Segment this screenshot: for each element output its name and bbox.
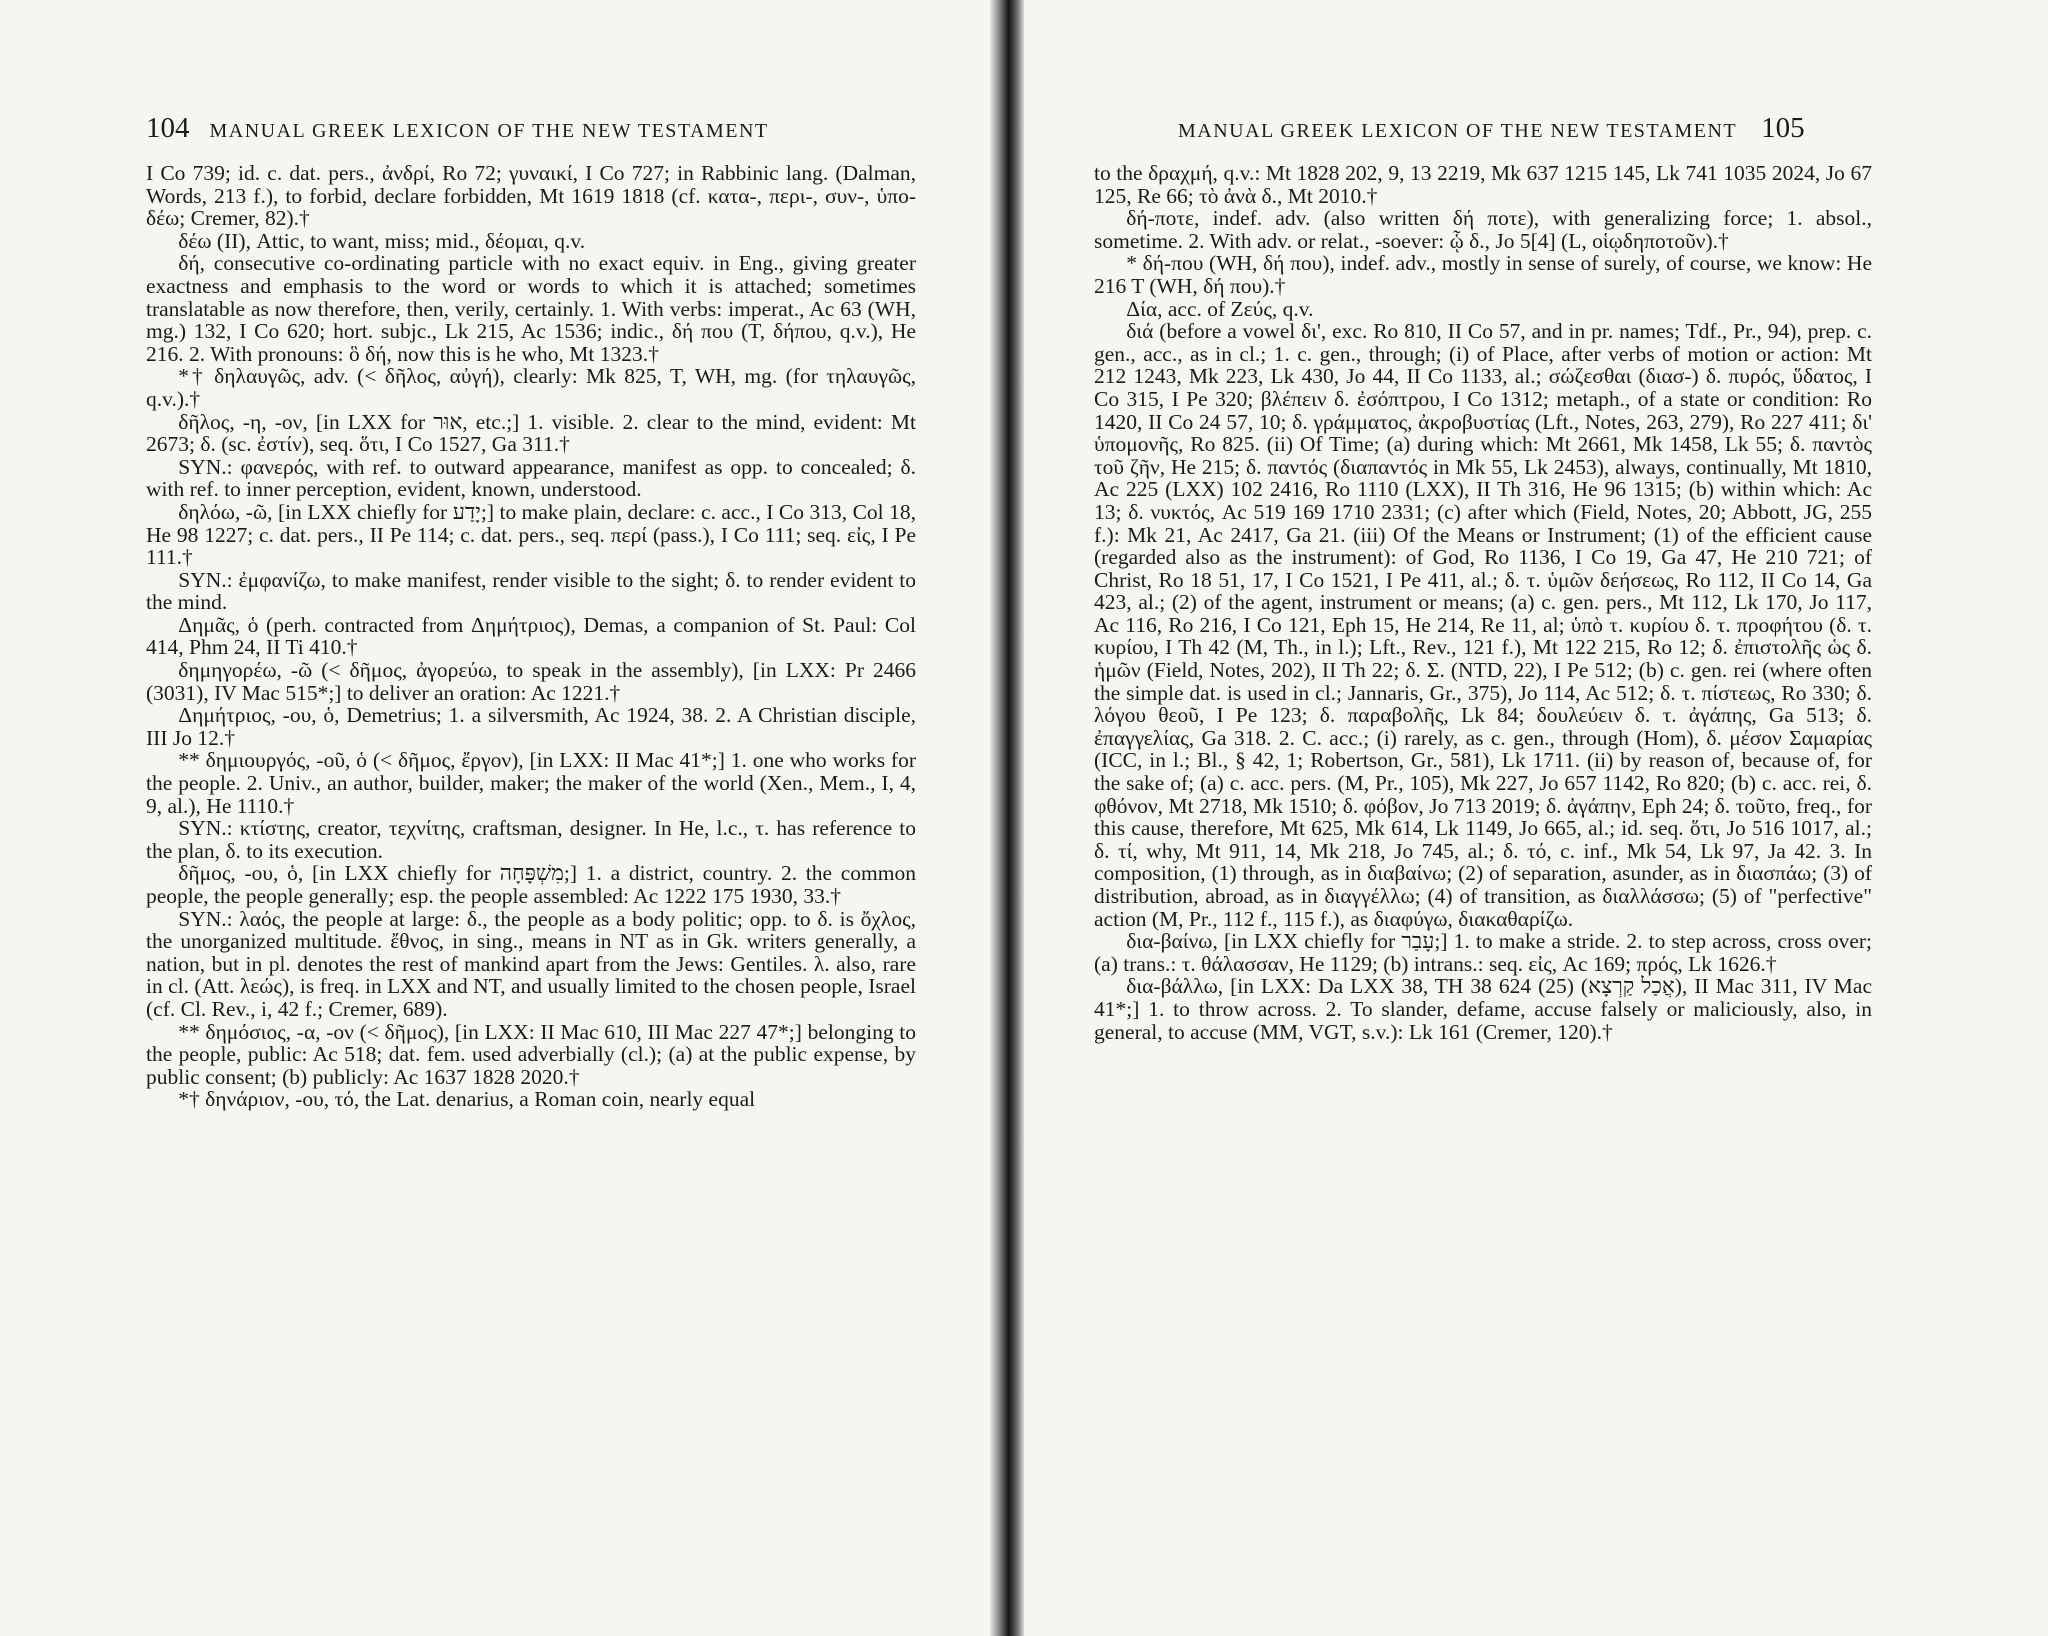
entry-paragraph: Δία, acc. of Ζεύς, q.v. — [1126, 296, 1314, 321]
entry-paragraph: διά (before a vowel δι', exc. Ro 810, II Co 57, and in pr. names; Tdf., Pr., 94), prep. c. gen., acc., as in cl.; 1. c. gen., through; (i) of Place, after verbs of motion or action: Mt 212 1243, Mk 223, Lk 430, Jo 44, II Co 1133, al.; σώζεσθαι (διασ-) δ. πυρός, ὕδατος, I Co 315, I Pe 320; βλέπειν δ. ἐσόπτρου, I Co 1312; metaph., of a state or condition: Ro 1420, II Co 24 57, 10; δ. γράμματος, ἀκροβυστίας (Lft., Notes, 263, 279), Ro 227 411; δι' ὑπομονῆς, Ro 825. (ii) Of Time; (a) during which: Mt 2661, Mk 1458, Lk 55; δ. παντὸς τοῦ ζῆν, He 215; δ. παντός (διαπαντός in Mk 55, Lk 2453), always, continually, Mt 1810, Ac 225 (LXX) 102 2416, Ro 1110 (LXX), II Th 316, He 96 1315; (b) within which: Ac 13; δ. νυκτός, Ac 519 169 1710 2331; (c) after which (Field, Notes, 20; Abbott, JG, 255 f.): Mk 21, Ac 2417, Ga 21. (iii) Of the Means or Instrument; (1) of the efficient cause (regarded also as the instrument): of God, Ro 1136, I Co 19, Ga 47, He 210 721; of Christ, Ro 18 51, 17, I Co 1521, I Pe 411, al.; δ. τ. ὑμῶν δεήσεως, Ro 112, II Co 14, Ga 423, al.; (2) of the agent, instrument or means; (a) c. gen. pers., Mt 112, Lk 170, Jo 117, Ac 116, Ro 216, I Co 121, Eph 15, He 214, Re 11, al; ὑπὸ τ. κυρίου δ. τ. προφήτου (δ. τ. κυρίου, I Th 42 (M, Th., in l.); Lft., Rev., 121 f.), Mt 122 215, Ro 12; δ. ἐπιστολῆς ὡς δ. ἡμῶν (Field, Notes, 202), II Th 22; δ. Σ. (NTD, 22), I Pe 512; (b) c. gen. rei (where often the simple dat. is used in cl.; Jannaris, Gr., 375), Jo 114, Ac 512; δ. τ. πίστεως, Ro 330; δ. λόγου θεοῦ, I Pe 123; δ. παραβολῆς, Lk 84; δουλεύειν δ. τ. ἀγάπης, Ga 513; δ. ἐπαγγελίας, Ga 318. 2. C. acc.; (i) rarely, as c. gen., through (Hom), δ. μέσον Σαμαρίας (ICC, in l.; Bl., § 42, 1; Robertson, Gr., 581), Lk 1711. (ii) by reason of, because of, for the sake of; (a) c. acc. pers. (M, Pr., 105), Mk 227, Jo 657 1142, Ro 820; (b) c. acc. rei, δ. φθόνον, Mt 2718, Mk 1510; δ. φόβον, Jo 713 2019; δ. ἀγάπην, Eph 24; δ. τοῦτο, freq., for this cause, therefore, Mt 625, Mk 614, Lk 1149, Jo 665, al.; id. seq. ὅτι, Jo 516 1017, al.; δ. τί, why, Mt 911, 14, Mk 218, Jo 745, al.; δ. τό, c. inf., Mk 54, Lk 97, Ja 42. 3. In composition, (1) through, as in διαβαίνω; (2) of separation, asunder, as in διασπάω; (3) of distribution, abroad, as in διαγγέλλω; (4) of transition, as διαλλάσσω; (5) of "perfective" action (M, Pr., 112 f., 115 f.), as διαφύγω, διακαθαρίζω. — [1094, 319, 1872, 931]
lexicon-column — [146, 162, 916, 1111]
entry-paragraph: to the δραχμή, q.v.: Mt 1828 202, 9, 13 2219, Mk 637 1215 145, Lk 741 1035 2024, Jo 67 125, Re 66; τὸ ἀνὰ δ., Mt 2010.† — [1094, 161, 1872, 208]
entry-paragraph: δια-βαίνω, [in LXX chiefly for עָבַר;] 1. to make a stride. 2. to step across, cross over; (a) trans.: τ. θάλασσαν, He 1129; (b) intrans.: seq. εἰς, Ac 169; πρός, Lk 1626.† — [1094, 929, 1872, 976]
entry-paragraph: Δημήτριος, -ου, ὁ, Demetrius; 1. a silversmith, Ac 1924, 38. 2. A Christian disciple, III Jo 12.† — [146, 703, 916, 750]
entry-paragraph: δῆλος, -η, -ον, [in LXX for אוּר, etc.;] 1. visible. 2. clear to the mind, evident: Mt 2673; δ. (sc. ἐστίν), seq. ὅτι, I Co 1527, Ga 311.† — [146, 409, 916, 457]
running-head-title: MANUAL GREEK LEXICON OF THE NEW TESTAMENT — [1178, 120, 1738, 142]
entry-paragraph: δέω (II), Attic, to want, miss; mid., δέομαι, q.v. — [178, 228, 586, 253]
entry-paragraph: *† δηλαυγῶς, adv. (< δῆλος, αὐγή), clearly: Mk 825, T, WH, mg. (for τηλαυγῶς, q.v.).† — [146, 364, 916, 411]
entry-paragraph: *† δηνάριον, -ου, τό, the Lat. denarius, a Roman coin, nearly equal — [178, 1087, 756, 1112]
book-gutter — [990, 0, 1024, 1636]
synonym-note: SYN.: κτίστης, creator, τεχνίτης, craftsman, designer. In He, l.c., τ. has reference to the plan, δ. to its execution. — [146, 816, 916, 863]
right-page — [1024, 0, 2048, 1636]
synonym-note: SYN.: ἐμφανίζω, to make manifest, render visible to the sight; δ. to render evident to the mind. — [146, 567, 916, 615]
entry-paragraph: δια-βάλλω, [in LXX: Da LXX 38, TH 38 624 (25) (אֲכַל קַרְצָא), II Mac 311, IV Mac 41*;] 1. to throw across. 2. To slander, defame, accuse falsely or maliciously, also, in general, to accuse (MM, VGT, s.v.): Lk 161 (Cremer, 120).† — [1094, 974, 1873, 1044]
entry-paragraph: δῆμος, -ου, ὁ, [in LXX chiefly for מִשְׁפָּחָה;] 1. a district, country. 2. the common people, the people generally; esp. the people assembled: Ac 1222 175 1930, 33.† — [146, 861, 916, 908]
synonym-note: SYN.: φανερός, with ref. to outward appearance, manifest as opp. to concealed; δ. with ref. to inner perception, evident, known, understood. — [146, 454, 916, 502]
page-number: 105 — [1761, 112, 1805, 144]
running-header — [146, 112, 769, 145]
lexicon-column — [1094, 162, 1872, 1043]
entry-paragraph: ** δημόσιος, -α, -ον (< δῆμος), [in LXX: II Mac 610, III Mac 227 47*;] belonging to the people, public: Ac 518; dat. fem. used adverbially (cl.); (a) at the public expense, by public consent; (b) publicly: Ac 1637 1828 2020.† — [146, 1019, 916, 1089]
entry-paragraph: δημηγορέω, -ῶ (< δῆμος, ἀγορεύω, to speak in the assembly), [in LXX: Pr 2466 (3031), IV Mac 515*;] to deliver an oration: Ac 1221.† — [146, 658, 916, 705]
entry-paragraph: δή, consecutive co-ordinating particle with no exact equiv. in Eng., giving greater exactness and emphasis to the word or words to which it is attached; sometimes translatable as now therefore, then, verily, certainly. 1. With verbs: imperat., Ac 63 (WH, mg.) 132, I Co 620; hort. subjc., Lk 215, Ac 1536; indic., δή που (T, δήπου, q.v.), He 216. 2. With pronouns: ὃ δή, now this is he who, Mt 1323.† — [146, 251, 916, 366]
entry-paragraph: * δή-που (WH, δή που), indef. adv., mostly in sense of surely, of course, we know: He 216 T (WH, δή που).† — [1094, 251, 1872, 298]
entry-paragraph: δηλόω, -ῶ, [in LXX chiefly for יָדַע;] to make plain, declare: c. acc., I Co 313, Col 18, He 98 1227; c. dat. pers., II Pe 114; c. dat. pers., seq. περί (pass.), I Co 111; seq. εἰς, I Pe 111.† — [146, 499, 917, 570]
left-page — [0, 0, 990, 1636]
entry-paragraph: I Co 739; id. c. dat. pers., ἀνδρί, Ro 72; γυναικί, I Co 727; in Rabbinic lang. (Dalman, Words, 213 f.), to forbid, declare forbidden, Mt 1619 1818 (cf. κατα-, περι-, συν-, ὑπο-δέω; Cremer, 82).† — [146, 161, 916, 231]
entry-paragraph: Δημᾶς, ὁ (perh. contracted from Δημήτριος), Demas, a companion of St. Paul: Col 414, Phm 24, II Ti 410.† — [146, 612, 916, 660]
entry-paragraph: ** δημιουργός, -οῦ, ὁ (< δῆμος, ἔργον), [in LXX: II Mac 41*;] 1. one who works for the people. 2. Univ., an author, builder, maker; the maker of the world (Xen., Mem., I, 4, 9, al.), He 1110.† — [146, 748, 916, 818]
running-header — [1178, 112, 1805, 145]
page-number: 104 — [146, 112, 190, 144]
entry-paragraph: δή-ποτε, indef. adv. (also written δή ποτε), with generalizing force; 1. absol., sometime. 2. With adv. or relat., -soever: ᾧ δ., Jo 5[4] (L, οἱῳδηποτοῦν).† — [1094, 206, 1872, 253]
synonym-note: SYN.: λαός, the people at large: δ., the people as a body politic; opp. to δ. is ὄχλος, the unorganized multitude. ἔθνος, in sing., means in NT as in Gk. writers generally, a nation, but in pl. denotes the rest of mankind apart from the Jews: Gentiles. λ. also, rare in cl. (Att. λεώς), is freq. in LXX and NT, and usually limited to the chosen people, Israel (cf. Cl. Rev., i, 42 f.; Cremer, 689). — [146, 906, 916, 1021]
running-head-title: MANUAL GREEK LEXICON OF THE NEW TESTAMENT — [209, 120, 769, 142]
